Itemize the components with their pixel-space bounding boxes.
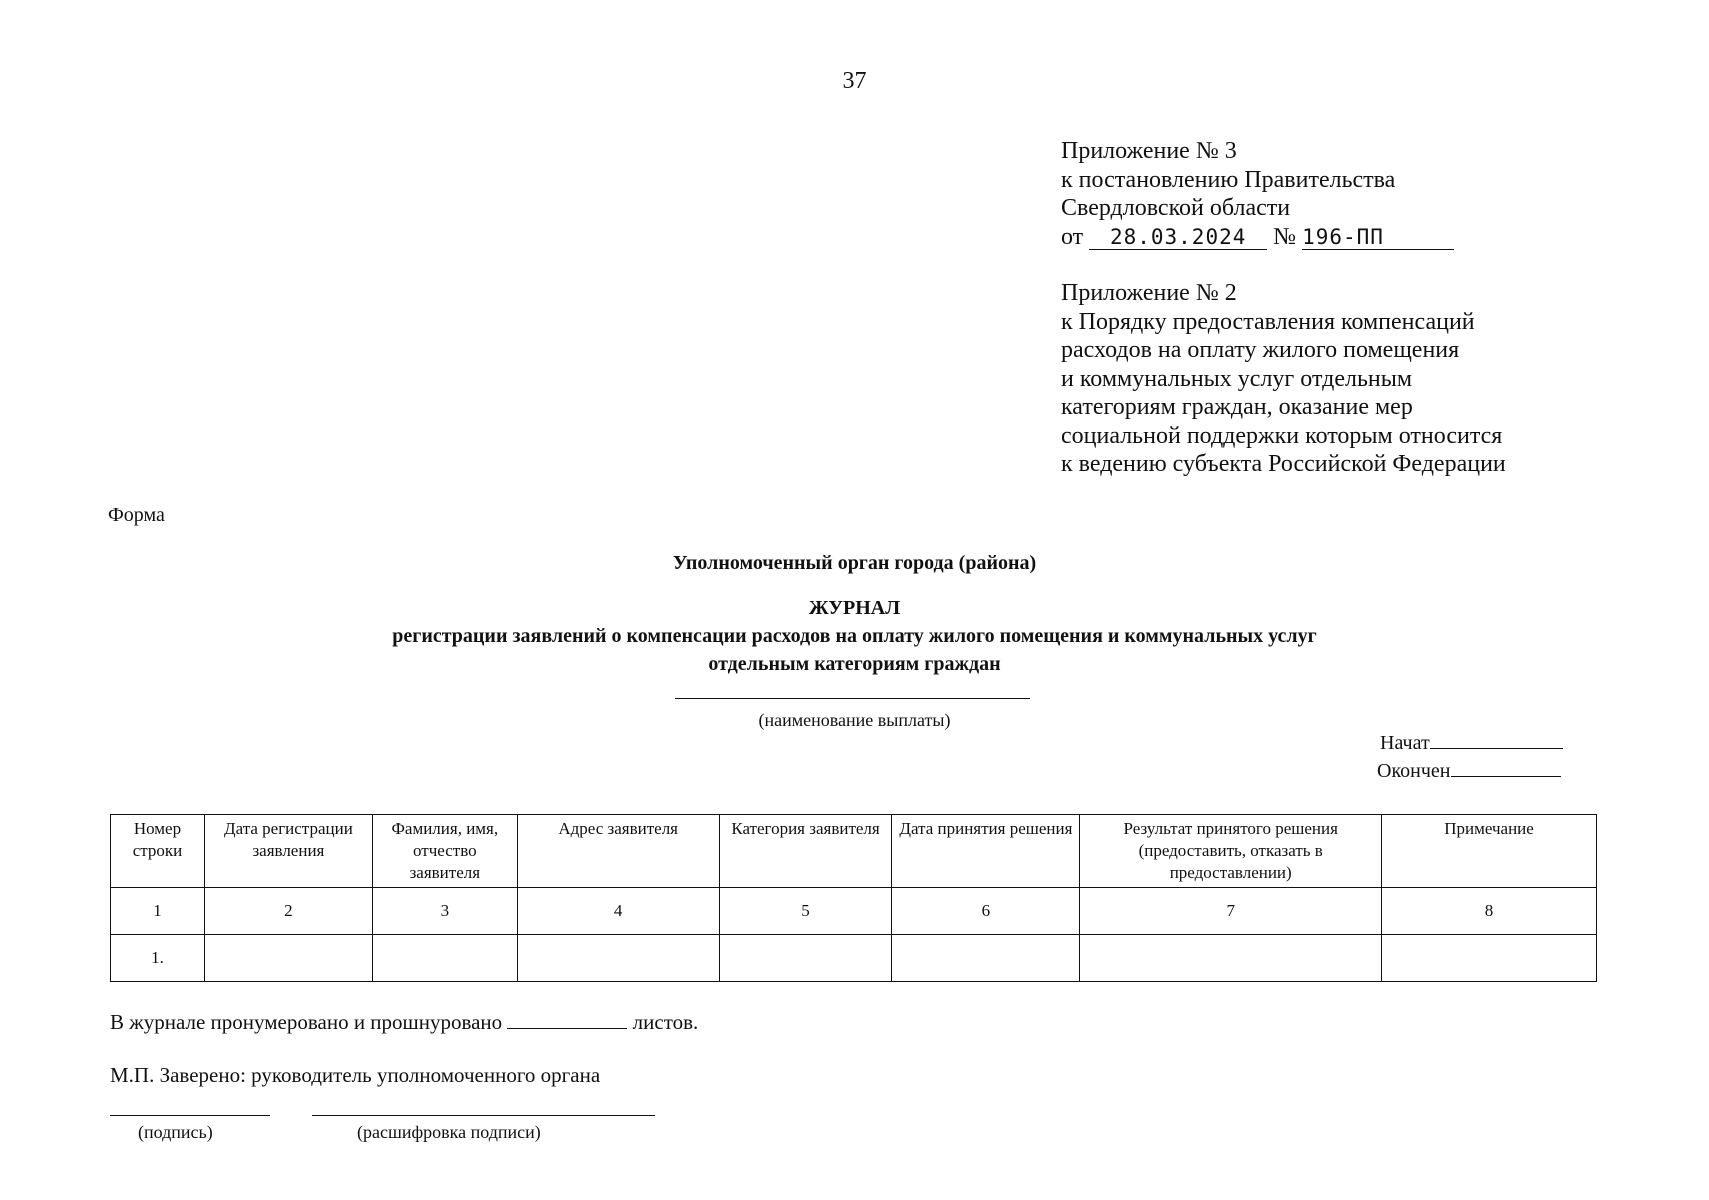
signature-line [110, 1115, 270, 1116]
appendix-2-block [1061, 279, 1506, 479]
sheets-count-line [507, 1027, 627, 1029]
appendix-2-line: к ведению субъекта Российской Федерации [1061, 451, 1506, 477]
number-prefix: № [1273, 223, 1297, 250]
signature-decoding-caption: (расшифровка подписи) [357, 1122, 541, 1142]
ended-field [1377, 760, 1561, 783]
started-line [1430, 747, 1563, 749]
numbered-sheets-line [110, 1010, 698, 1035]
appendix-3-title: Приложение № 3 [1061, 138, 1237, 164]
column-header: Адрес заявителя [517, 815, 719, 888]
column-header: Фамилия, имя, отчество заявителя [372, 815, 517, 888]
table-cell [517, 935, 719, 982]
appendix-2-line: к Порядку предоставления компенсаций [1061, 308, 1475, 335]
column-number: 7 [1080, 888, 1382, 935]
table-cell [719, 935, 892, 982]
table-cell [372, 935, 517, 982]
sheets-word: листов. [632, 1010, 699, 1034]
appendix-3-date-line [1061, 223, 1454, 252]
column-number-row [111, 888, 1597, 935]
table-cell [892, 935, 1080, 982]
registration-journal-table [110, 814, 1597, 982]
resolution-number: 196-ПП [1302, 225, 1454, 250]
table-cell [1080, 935, 1382, 982]
ended-label: Окончен [1377, 760, 1451, 782]
appendix-2-line: и коммунальных услуг отдельным [1061, 365, 1413, 392]
resolution-date: 28.03.2024 [1089, 225, 1267, 250]
column-header: Дата принятия решения [892, 815, 1080, 888]
column-number: 6 [892, 888, 1080, 935]
appendix-3-block [1061, 137, 1454, 251]
journal-subtitle-line2: отдельным категориям граждан [708, 653, 1001, 675]
certified-line: М.П. Заверено: руководитель уполномоченного органа [110, 1063, 601, 1087]
table-cell: 1. [111, 935, 205, 982]
column-number: 1 [111, 888, 205, 935]
appendix-3-line3: Свердловской области [1061, 195, 1291, 221]
journal-title: ЖУРНАЛ [808, 597, 901, 619]
started-label: Начат [1380, 732, 1430, 754]
date-prefix: от [1061, 223, 1084, 250]
column-number: 2 [204, 888, 372, 935]
journal-subtitle-line1: регистрации заявлений о компенсации расходов на оплату жилого помещения и коммунальных услуг [392, 625, 1317, 647]
numbered-text: В журнале пронумеровано и прошнуровано [110, 1010, 503, 1034]
appendix-3-line2: к постановлению Правительства [1061, 166, 1396, 193]
column-number: 4 [517, 888, 719, 935]
column-header: Дата регистрации заявления [204, 815, 372, 888]
table-row [111, 935, 1597, 982]
column-header: Категория заявителя [719, 815, 892, 888]
signature-caption: (подпись) [138, 1122, 213, 1142]
appendix-2-line: расходов на оплату жилого помещения [1061, 337, 1460, 363]
appendix-2-line: Приложение № 2 [1061, 280, 1237, 306]
column-header: Результат принятого решения (предоставить, отказать в предоставлении) [1080, 815, 1382, 888]
table-cell [204, 935, 372, 982]
appendix-2-line: социальной поддержки которым относится [1061, 422, 1503, 449]
authority-title: Уполномоченный орган города (района) [672, 552, 1037, 574]
page-number: 37 [842, 68, 867, 94]
table-header-row [111, 815, 1597, 888]
payment-name-caption: (наименование выплаты) [758, 710, 951, 730]
form-label: Форма [108, 504, 165, 526]
column-number: 5 [719, 888, 892, 935]
column-header: Примечание [1382, 815, 1597, 888]
column-number: 3 [372, 888, 517, 935]
appendix-2-line: категориям граждан, оказание мер [1061, 394, 1413, 420]
column-number: 8 [1382, 888, 1597, 935]
payment-name-line [675, 698, 1030, 699]
column-header: Номер строки [111, 815, 205, 888]
ended-line [1451, 775, 1561, 777]
signature-decoding-line [312, 1115, 655, 1116]
started-field [1380, 732, 1563, 755]
table-cell [1382, 935, 1597, 982]
